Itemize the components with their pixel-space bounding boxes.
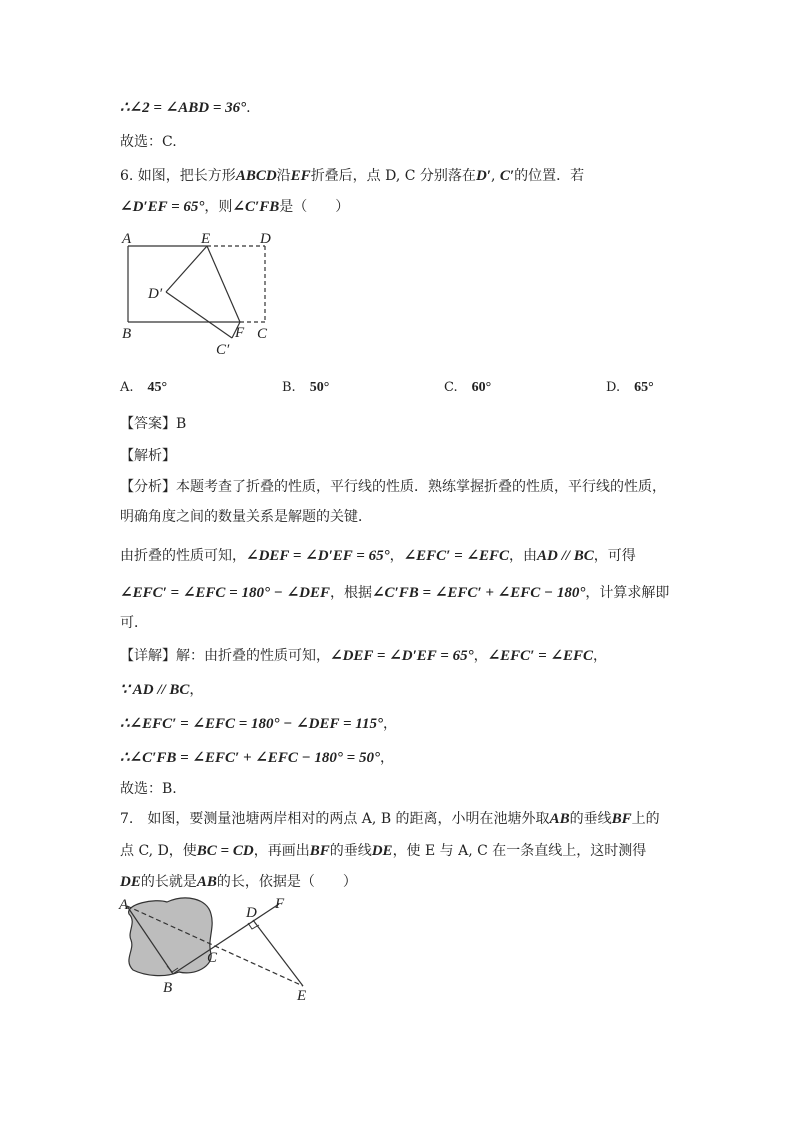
fig2-label-A: A bbox=[119, 897, 129, 913]
fig1-label-D: D bbox=[260, 231, 271, 247]
option-a[interactable]: A. 45° bbox=[120, 380, 168, 395]
fig1-label-Cp: C′ bbox=[216, 342, 230, 358]
option-d[interactable]: D. 65° bbox=[606, 380, 654, 395]
analysis-para-2: ∠EFC′ = ∠EFC = 180° − ∠DEF，根据∠C′FB = ∠EFC′ + ∠EFC − 180°，计算求解即 bbox=[120, 585, 670, 601]
q7-stem-2: 点 C, D，使BC = CD，再画出BF的垂线DE，使 E 与 A, C 在一条直线上，这时测得 bbox=[120, 843, 647, 859]
answer: 【答案】B bbox=[120, 416, 187, 432]
prev-conclusion: ∴∠2 = ∠ABD = 36°. bbox=[120, 100, 251, 116]
fig2-label-D: D bbox=[246, 905, 257, 921]
fig2-label-E: E bbox=[297, 988, 307, 1004]
analysis-para-3: 可． bbox=[120, 615, 148, 631]
q6-stem-2: ∠D′EF = 65°，则∠C′FB是（ ） bbox=[120, 199, 350, 215]
detail-line-1: 【详解】解：由折叠的性质可知，∠DEF = ∠D′EF = 65°，∠EFC′ = ∠EFC， bbox=[120, 648, 608, 664]
q7-figure bbox=[115, 892, 325, 1007]
fenxi-line-2: 明确角度之间的数量关系是解题的关键． bbox=[120, 509, 372, 525]
fig1-label-A: A bbox=[122, 231, 132, 247]
q7-stem-3: DE的长就是AB的长，依据是（ ） bbox=[120, 874, 357, 890]
q6-figure bbox=[110, 226, 290, 361]
detail-line-3: ∴∠EFC′ = ∠EFC = 180° − ∠DEF = 115°， bbox=[120, 716, 397, 732]
fenxi-line-1: 【分析】本题考查了折叠的性质，平行线的性质．熟练掌握折叠的性质，平行线的性质， bbox=[120, 479, 666, 495]
fig1-label-C: C bbox=[257, 326, 268, 342]
fig2-label-C: C bbox=[207, 950, 218, 966]
fig1-label-F: F bbox=[235, 325, 245, 341]
fig2-label-F: F bbox=[275, 896, 285, 912]
q6-stem-1: 6. 如图，把长方形ABCD沿EF折叠后，点 D, C 分别落在D′, C′的位置．若 bbox=[120, 168, 585, 184]
analysis-heading: 【解析】 bbox=[120, 448, 176, 464]
detail-line-4: ∴∠C′FB = ∠EFC′ + ∠EFC − 180° = 50°， bbox=[120, 750, 394, 766]
option-c[interactable]: C. 60° bbox=[444, 380, 492, 395]
fig1-label-Dp: D′ bbox=[148, 286, 163, 302]
fig1-label-E: E bbox=[201, 231, 211, 247]
fig2-label-B: B bbox=[163, 980, 173, 996]
fig1-label-B: B bbox=[122, 326, 132, 342]
prev-choice: 故选：C. bbox=[120, 134, 177, 150]
detail-choice: 故选：B. bbox=[120, 781, 177, 797]
option-b[interactable]: B. 50° bbox=[282, 380, 330, 395]
q7-stem-1: 7. 如图，要测量池塘两岸相对的两点 A, B 的距离，小明在池塘外取AB的垂线BF上的 bbox=[120, 811, 660, 827]
detail-line-2: ∵ AD // BC， bbox=[120, 682, 204, 698]
analysis-para-1: 由折叠的性质可知，∠DEF = ∠D′EF = 65°，∠EFC′ = ∠EFC，由AD // BC，可得 bbox=[120, 548, 636, 564]
